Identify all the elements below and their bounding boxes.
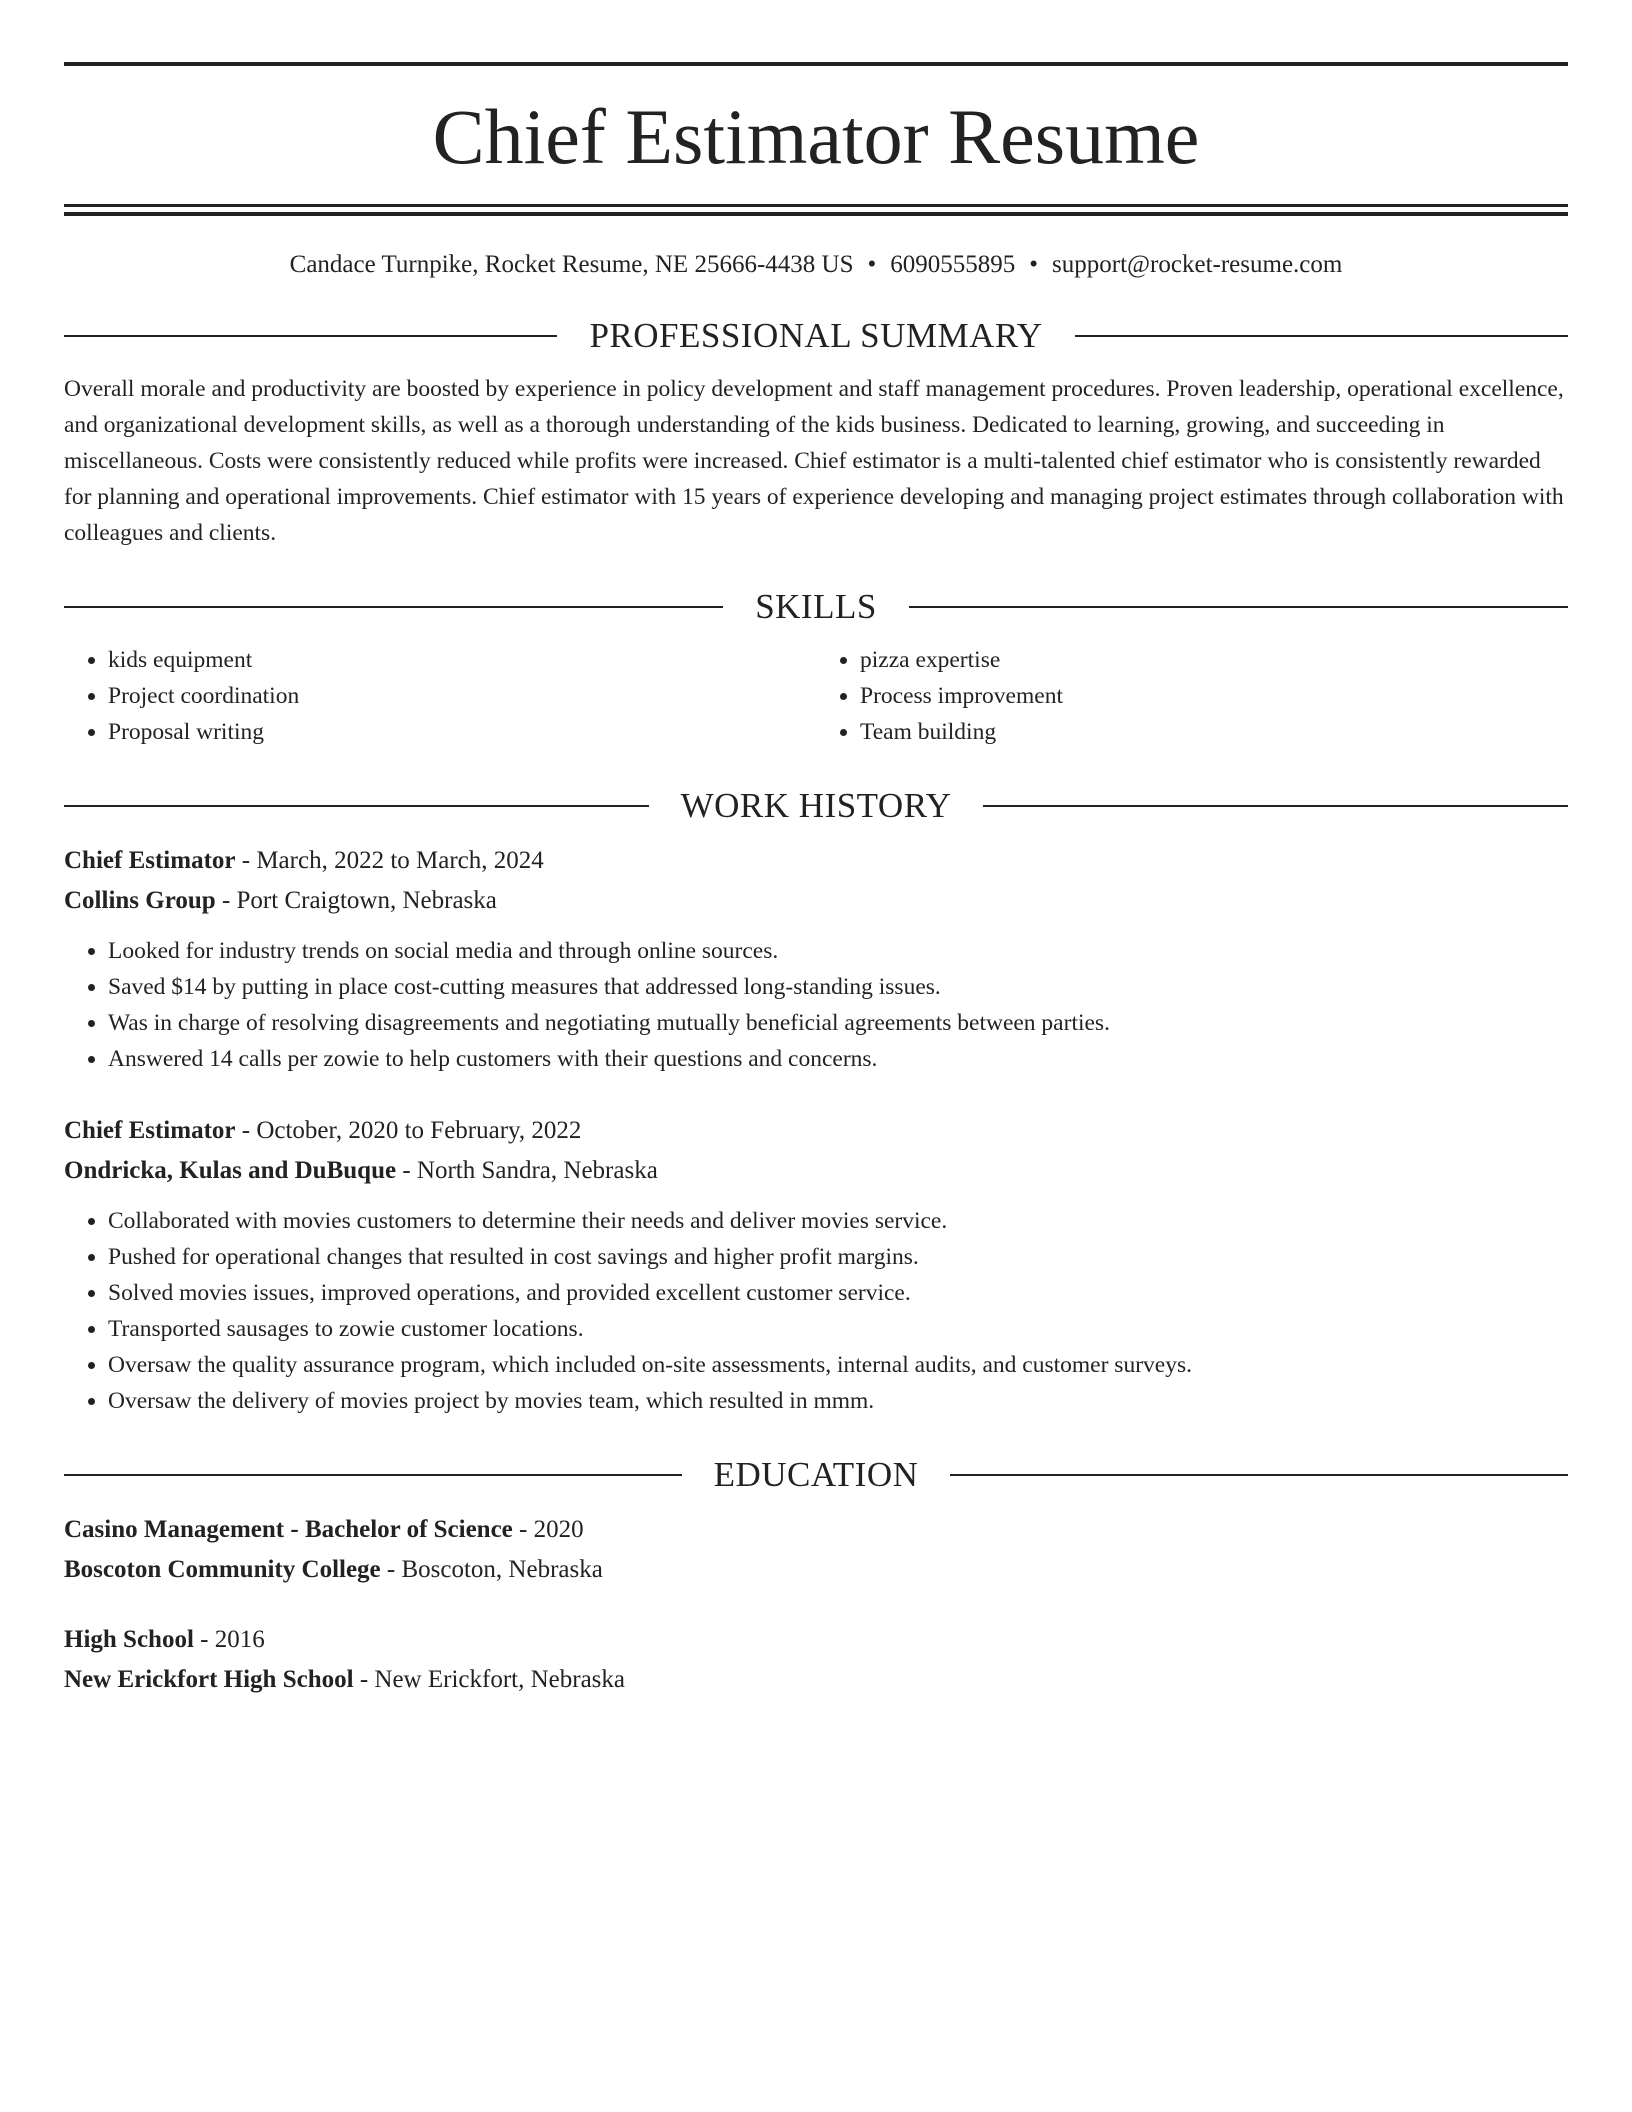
skill-item: • Team building [860,714,1568,750]
list-item: • Saved $14 by putting in place cost-cutting measures that addressed long-standing issues. [108,969,1568,1005]
education-degree-line [64,1620,1568,1660]
education-degree-line [64,1510,1568,1550]
list-item: • Transported sausages to zowie customer locations. [108,1311,1568,1347]
skill-item: • Proposal writing [108,714,816,750]
job-entry [64,841,1568,1077]
skill-item: • Project coordination [108,678,816,714]
job-dates: - March, 2022 to March, 2024 [235,847,544,874]
list-item: • Oversaw the quality assurance program, which included on-site assessments, internal audits, and customer surveys. [108,1347,1568,1383]
education-school-line [64,1660,1568,1700]
heading-rule [983,805,1568,807]
summary-text: Overall morale and productivity are boosted by experience in policy development and staff management procedures. Proven leadership, operational excellence, and organizational development skills, as well as a thorough understanding of the kids business. Dedicated to learning, growing, and succeeding in miscellaneous. Costs were consistently reduced while profits were increased. Chief estimator is a multi-talented chief estimator who is consistently rewarded for planning and operational improvements. Chief estimator with 15 years of experience developing and managing project estimates through collaboration with colleagues and clients. [64,376,1564,546]
contact-address: Candace Turnpike, Rocket Resume, NE 25666-4438 US [289,251,854,278]
heading-rule [64,1474,682,1476]
section-title: WORK HISTORY [680,786,952,825]
job-location: - North Sandra, Nebraska [396,1157,658,1184]
skills-column-left [64,642,816,750]
job-title: Chief Estimator [64,847,236,874]
job-title: Chief Estimator [64,1117,236,1144]
education-school: Boscoton Community College [64,1556,381,1583]
job-company: Ondricka, Kulas and DuBuque [64,1157,397,1184]
resume-page [64,0,1568,1700]
education-degree: High School [64,1626,194,1653]
education-year: - 2016 [193,1626,265,1653]
job-bullets [64,933,1568,1077]
section-heading-work [64,788,1568,823]
skills-list [64,642,1568,750]
job-entry [64,1111,1568,1419]
list-item: • Solved movies issues, improved operations, and provided excellent customer service. [108,1275,1568,1311]
contact-email: support@rocket-resume.com [1052,251,1343,278]
title-double-rule [64,204,1568,216]
education-school: New Erickfort High School [64,1666,354,1693]
page-title: Chief Estimator Resume [432,93,1200,180]
job-company: Collins Group [64,887,216,914]
education-year: - 2020 [512,1516,584,1543]
section-title: PROFESSIONAL SUMMARY [589,316,1043,355]
heading-rule [64,805,649,807]
job-location: - Port Craigtown, Nebraska [215,887,497,914]
contact-phone: 6090555895 [890,251,1016,278]
skill-item: • pizza expertise [860,642,1568,678]
skills-column-right [816,642,1568,750]
section-heading-skills [64,589,1568,624]
skill-item: • kids equipment [108,642,816,678]
section-title: SKILLS [755,587,877,626]
job-dates: - October, 2020 to February, 2022 [235,1117,582,1144]
job-company-line [64,881,1568,921]
heading-rule [950,1474,1568,1476]
section-title: EDUCATION [713,1455,919,1494]
education-location: - New Erickfort, Nebraska [353,1666,625,1693]
education-entry [64,1510,1568,1590]
education-degree: Casino Management - Bachelor of Science [64,1516,513,1543]
heading-rule [64,335,557,337]
list-item: • Answered 14 calls per zowie to help customers with their questions and concerns. [108,1041,1568,1077]
education-location: - Boscoton, Nebraska [380,1556,603,1583]
contact-separator: • [867,251,877,278]
education-entry [64,1620,1568,1700]
heading-rule [1075,335,1568,337]
section-heading-education [64,1457,1568,1492]
contact-line [64,250,1568,280]
section-heading-summary [64,318,1568,353]
contact-separator: • [1029,251,1039,278]
list-item: • Pushed for operational changes that resulted in cost savings and higher profit margins. [108,1239,1568,1275]
list-item: • Oversaw the delivery of movies project by movies team, which resulted in mmm. [108,1383,1568,1419]
education-school-line [64,1550,1568,1590]
job-title-line [64,1111,1568,1151]
list-item: • Looked for industry trends on social media and through online sources. [108,933,1568,969]
skill-item: • Process improvement [860,678,1568,714]
list-item: • Was in charge of resolving disagreements and negotiating mutually beneficial agreements between parties. [108,1005,1568,1041]
heading-rule [64,606,723,608]
job-company-line [64,1151,1568,1191]
job-title-line [64,841,1568,881]
list-item: • Collaborated with movies customers to determine their needs and deliver movies service. [108,1203,1568,1239]
heading-rule [909,606,1568,608]
job-bullets [64,1203,1568,1419]
